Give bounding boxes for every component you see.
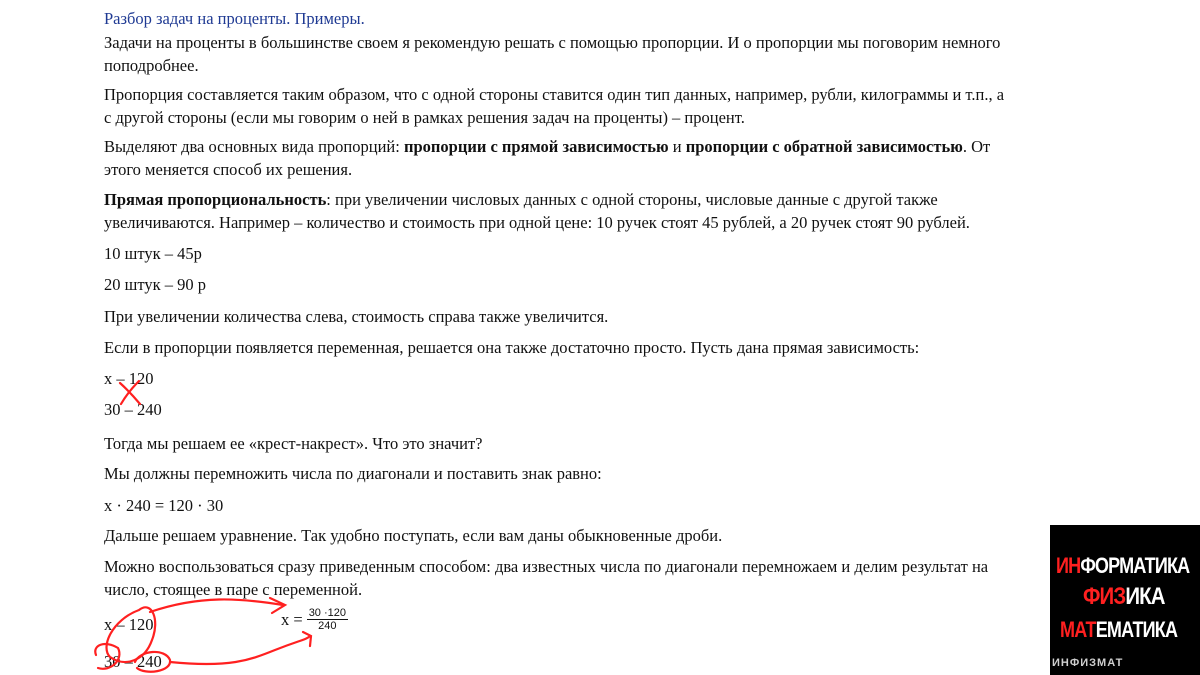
ink-arrow-top-head [270,598,285,613]
fraction-lhs: x = [281,609,303,629]
p3-bold-inverse: пропорции с обратной зависимостью [685,137,963,156]
paragraph-10-line-1: Можно воспользоваться сразу приведенным способом: два известных числа по диагонали перемножаем и делим результат на [104,557,989,576]
p4-bold-term: Прямая пропорциональность [104,190,327,209]
page-title: Разбор задач на проценты. Примеры. [104,9,365,28]
ink-arrow-bottom [170,636,310,664]
paragraph-8: Мы должны перемножить числа по диагонали и поставить знак равно: [104,464,602,483]
paragraph-6: Если в пропорции появляется переменная, решается она также достаточно просто. Пусть дана прямая зависимость: [104,338,920,357]
paragraph-9: Дальше решаем уравнение. Так удобно поступать, если вам даны обыкновенные дроби. [104,526,723,545]
fraction-numerator: 30 ·120 [308,607,346,619]
p3-bold-direct: пропорции с прямой зависимостью [403,137,669,156]
infizmat-logo [1050,525,1200,675]
p3-text-a: Выделяют два основных вида пропорций: [104,137,404,156]
proportion-2-row-2: 30 – 240 [104,652,162,671]
p4-text: : при увеличении числовых данных с одной стороны, числовые данные с другой также [326,190,938,209]
paragraph-7: Тогда мы решаем ее «крест-накрест». Что это значит? [104,434,483,453]
proportion-1-row-2: 30 – 240 [104,400,162,419]
example-line-1: 10 штук – 45р [104,244,202,263]
paragraph-10-line-2: число, стоящее в паре с переменной. [104,580,363,599]
paragraph-5: При увеличении количества слева, стоимость справа также увеличится. [104,307,609,326]
logo-line-fizika: ФИЗИКА [1083,583,1165,610]
logo-line-informatika: ИНФОРМАТИКА [1056,553,1190,578]
paragraph-1-line-1: Задачи на проценты в большинстве своем я рекомендую решать с помощью пропорции. И о пропорции мы поговорим немного [104,33,1001,52]
p3-text-c: и [668,137,686,156]
paragraph-3-line-2: этого меняется способ их решения. [104,160,353,179]
p3-text-e: . От [962,137,991,156]
logo-line-matematika: МАТЕМАТИКА [1060,617,1178,642]
fraction-denominator: 240 [318,620,337,632]
ink-arrow-top [150,599,283,612]
paragraph-2-line-2: с другой стороны (если мы говорим о ней в рамках решения задач на проценты) – процент. [104,108,745,127]
proportion-2-row-1: x – 120 [104,615,154,634]
logo-brand: ИНФИЗМАТ [1052,657,1124,669]
example-line-2: 20 штук – 90 р [104,275,206,294]
proportion-1-row-1: x – 120 [104,369,154,388]
paragraph-2-line-1: Пропорция составляется таким образом, что с одной стороны ставится один тип данных, например, рубли, килограммы и т.п., а [104,85,1005,104]
paragraph-4-line-2: увеличиваются. Например – количество и стоимость при одной цене: 10 ручек стоят 45 рублей, а 20 ручек стоят 90 рублей. [104,213,970,232]
ink-circle-lower [135,652,170,672]
paragraph-1-line-2: поподробнее. [104,56,199,75]
equation: x · 240 = 120 · 30 [104,496,224,515]
